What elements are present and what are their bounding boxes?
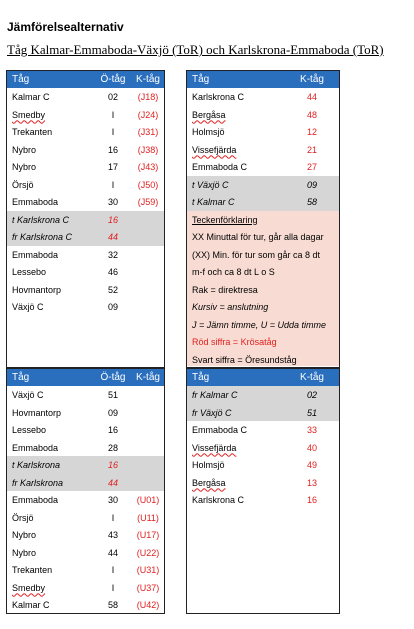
o-tag-time: 17: [107, 162, 118, 172]
station-name: fr Växjö C: [192, 407, 232, 418]
station-name: Vissefjärda: [192, 144, 237, 155]
station-name: Örsjö: [12, 512, 34, 523]
o-tag-time: 28: [107, 442, 118, 453]
station-name: Karlskrona C: [192, 495, 245, 505]
k-tag-time: (J38): [137, 144, 159, 155]
station-name: Kalmar C: [12, 600, 50, 610]
station-name: Smedby: [12, 582, 46, 593]
o-tag-time: I: [111, 127, 115, 137]
document-title: Jämförelsealternativ: [7, 20, 124, 34]
station-name: Holmsjö: [192, 460, 225, 470]
station-name: Hovmantorp: [12, 407, 62, 418]
o-tag-time: 46: [107, 267, 118, 277]
station-name: t Växjö C: [192, 179, 229, 190]
k-tag-time: 51: [306, 407, 317, 418]
k-tag-time: (U37): [136, 582, 160, 593]
table-row: [7, 141, 164, 159]
table-emmaboda-karlskrona: [186, 368, 340, 614]
table-row: [7, 421, 164, 439]
station-name: Växjö C: [12, 302, 44, 312]
legend-title: Teckenförklaring: [192, 214, 258, 225]
k-tag-time: 13: [306, 477, 317, 488]
header-train: Tåg: [192, 74, 210, 85]
station-name: Nybro: [12, 144, 37, 155]
table-row: [7, 106, 164, 124]
header-o-tag: Ö-tåg: [100, 372, 126, 383]
o-tag-time: 30: [107, 495, 118, 505]
o-tag-time: 44: [107, 232, 118, 242]
k-tag-time: (U17): [136, 530, 160, 540]
o-tag-time: 16: [107, 460, 118, 470]
table-row: [187, 421, 339, 439]
table-row: [7, 246, 164, 264]
table-row: [7, 228, 164, 246]
legend-text: Rak = direktresa: [192, 284, 258, 295]
o-tag-time: 58: [107, 600, 118, 610]
station-name: Emmaboda C: [192, 162, 248, 172]
legend-item: [187, 333, 339, 351]
station-name: fr Karlskrona: [12, 477, 64, 488]
legend-item: [187, 228, 339, 246]
station-name: Karlskrona C: [192, 92, 245, 102]
station-name: Bergåsa: [192, 477, 226, 488]
k-tag-time: (J24): [137, 109, 159, 120]
station-name: Emmaboda: [12, 249, 59, 260]
k-tag-time: 16: [306, 495, 317, 505]
station-name: Emmaboda C: [192, 425, 248, 435]
table-row: [187, 123, 339, 141]
k-tag-time: (U42): [136, 600, 160, 610]
legend-title-row: [187, 211, 339, 229]
table-row: [187, 439, 339, 457]
table-header: [187, 71, 339, 88]
station-name: Emmaboda: [12, 495, 59, 505]
station-name: t Karlskrona: [12, 460, 61, 470]
k-tag-time: 21: [306, 144, 317, 155]
table-vaxjo-kalmar: [6, 368, 165, 614]
table-row: [7, 596, 164, 614]
station-name: Nybro: [12, 530, 37, 540]
k-tag-time: 12: [306, 127, 317, 137]
legend-text: XX Minuttal för tur, går alla dagar: [192, 232, 324, 242]
station-name: Vissefjärda: [192, 442, 237, 453]
o-tag-time: I: [111, 565, 115, 575]
table-row: [187, 88, 339, 106]
k-tag-time: 40: [306, 442, 317, 453]
header-k-tag: K-tåg: [136, 74, 160, 85]
header-o-tag: Ö-tåg: [100, 74, 126, 85]
station-name: Nybro: [12, 547, 37, 558]
k-tag-time: 02: [306, 390, 317, 400]
k-tag-time: (U11): [137, 512, 159, 523]
table-row: [7, 123, 164, 141]
station-name: Trekanten: [12, 565, 53, 575]
o-tag-time: I: [111, 512, 115, 523]
header-k-tag: K-tåg: [136, 372, 160, 383]
legend-item: [187, 263, 339, 281]
table-row: [7, 474, 164, 492]
o-tag-time: 32: [107, 249, 118, 260]
station-name: fr Karlskrona C: [12, 232, 73, 242]
legend-item: [187, 351, 339, 369]
o-tag-time: 16: [107, 214, 118, 225]
table-row: [187, 404, 339, 422]
table-row: [187, 456, 339, 474]
table-karlskrona-emmaboda: [186, 70, 340, 368]
table-row: [7, 298, 164, 316]
o-tag-time: I: [111, 582, 115, 593]
k-tag-time: (U31): [136, 565, 160, 575]
station-name: Lessebo: [12, 267, 47, 277]
legend-item: [187, 246, 339, 264]
k-tag-time: 49: [306, 460, 317, 470]
table-row: [7, 456, 164, 474]
station-name: Hovmantorp: [12, 284, 62, 295]
table-kalmar-vaxjo: [6, 70, 165, 368]
legend-box: [187, 211, 339, 366]
header-k-tag: K-tåg: [300, 74, 324, 85]
table-row: [187, 193, 339, 211]
o-tag-time: 16: [107, 425, 118, 435]
k-tag-time: (J50): [137, 179, 159, 190]
legend-item: [187, 281, 339, 299]
legend-item: [187, 316, 339, 334]
legend-text: Kursiv = anslutning: [192, 302, 269, 312]
station-name: t Kalmar C: [192, 197, 235, 207]
legend-text: Röd siffra = Krösatåg: [192, 337, 277, 347]
o-tag-time: I: [111, 109, 115, 120]
table-row: [7, 404, 164, 422]
o-tag-time: I: [111, 179, 115, 190]
table-row: [7, 561, 164, 579]
table-row: [7, 579, 164, 597]
table-row: [187, 141, 339, 159]
k-tag-time: (U22): [136, 547, 160, 558]
table-row: [7, 263, 164, 281]
o-tag-time: 43: [107, 530, 118, 540]
o-tag-time: 51: [107, 390, 118, 400]
k-tag-time: 58: [306, 197, 317, 207]
table-row: [7, 158, 164, 176]
station-name: Nybro: [12, 162, 37, 172]
station-name: Örsjö: [12, 179, 34, 190]
table-row: [7, 509, 164, 527]
legend-text: Svart siffra = Öresundståg: [192, 354, 297, 365]
header-train: Tåg: [12, 372, 30, 383]
o-tag-time: 52: [107, 284, 118, 295]
station-name: Smedby: [12, 109, 46, 120]
station-name: Kalmar C: [12, 92, 50, 102]
station-name: t Karlskrona C: [12, 214, 70, 225]
table-row: [7, 439, 164, 457]
o-tag-time: 02: [107, 92, 118, 102]
k-tag-time: (J18): [137, 92, 159, 102]
table-row: [7, 281, 164, 299]
table-header: [7, 369, 164, 386]
header-k-tag: K-tåg: [300, 372, 324, 383]
station-name: Emmaboda: [12, 442, 59, 453]
legend-item: [187, 298, 339, 316]
o-tag-time: 09: [107, 407, 118, 418]
legend-text: J = Jämn timme, U = Udda timme: [192, 319, 327, 330]
station-name: Holmsjö: [192, 127, 225, 137]
table-row: [187, 491, 339, 509]
table-row: [187, 474, 339, 492]
table-row: [7, 544, 164, 562]
table-row: [7, 526, 164, 544]
k-tag-time: 44: [306, 92, 317, 102]
table-row: [7, 176, 164, 194]
table-row: [7, 88, 164, 106]
o-tag-time: 30: [107, 197, 118, 207]
k-tag-time: (J59): [137, 197, 159, 207]
k-tag-time: (U01): [136, 495, 160, 505]
station-name: Trekanten: [12, 127, 53, 137]
header-train: Tåg: [192, 372, 210, 383]
header-train: Tåg: [12, 74, 30, 85]
o-tag-time: 44: [107, 547, 118, 558]
table-row: [187, 106, 339, 124]
table-row: [7, 491, 164, 509]
table-header: [7, 71, 164, 88]
k-tag-time: 48: [306, 109, 317, 120]
station-name: fr Kalmar C: [192, 390, 238, 400]
table-header: [187, 369, 339, 386]
table-row: [7, 211, 164, 229]
document-subtitle: Tåg Kalmar-Emmaboda-Växjö (ToR) och Karlskrona-Emmaboda (ToR): [7, 42, 384, 57]
station-name: Bergåsa: [192, 109, 226, 120]
k-tag-time: 27: [306, 162, 317, 172]
table-row: [187, 158, 339, 176]
k-tag-time: (J31): [137, 127, 159, 137]
legend-text: m-f och ca 8 dt L o S: [192, 267, 275, 277]
table-row: [187, 176, 339, 194]
station-name: Emmaboda: [12, 197, 59, 207]
k-tag-time: (J43): [137, 162, 159, 172]
station-name: Lessebo: [12, 425, 47, 435]
k-tag-time: 09: [306, 179, 317, 190]
o-tag-time: 16: [107, 144, 118, 155]
table-row: [187, 386, 339, 404]
station-name: Växjö C: [12, 390, 44, 400]
o-tag-time: 44: [107, 477, 118, 488]
table-row: [7, 386, 164, 404]
legend-text: (XX) Min. för tur som går ca 8 dt: [192, 249, 321, 260]
table-row: [7, 193, 164, 211]
o-tag-time: 09: [107, 302, 118, 312]
k-tag-time: 33: [306, 425, 317, 435]
